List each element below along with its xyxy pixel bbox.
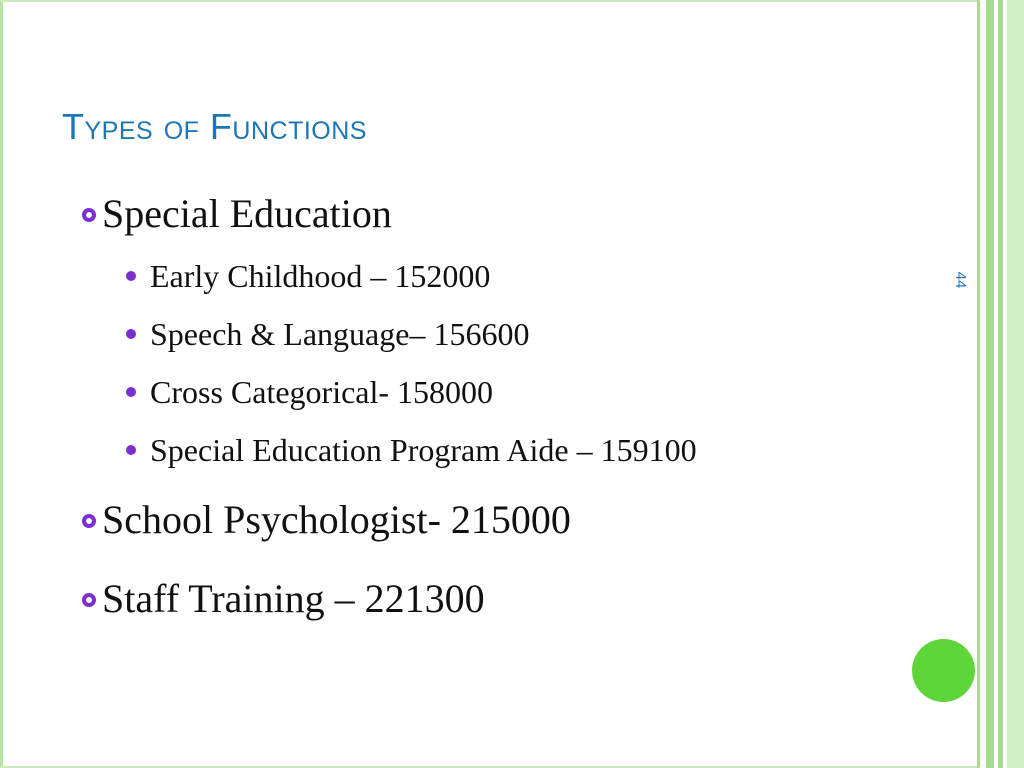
sub-list-item [126, 314, 942, 354]
slide-content [82, 190, 942, 623]
dot-bullet-icon [126, 387, 136, 397]
sub-list [82, 256, 942, 470]
list-item-label: Special Education [102, 191, 392, 236]
sub-list-item [126, 430, 942, 470]
slide-title: Types of Functions [62, 106, 367, 147]
stripe [1007, 0, 1024, 768]
dot-bullet-icon [126, 329, 136, 339]
list-item-school-psychologist [82, 496, 942, 544]
green-circle-decoration [912, 639, 975, 702]
sub-list-item-label: Cross Categorical- 158000 [150, 374, 494, 410]
sub-list-item [126, 372, 942, 412]
sub-list-item-label: Special Education Program Aide – 159100 [150, 432, 697, 468]
page-number: 44 [952, 271, 969, 289]
dot-bullet-icon [126, 271, 136, 281]
list-item-special-education [82, 190, 942, 238]
sub-list-item [126, 256, 942, 296]
right-decorative-stripes [977, 0, 1024, 768]
sub-list-item-label: Speech & Language– 156600 [150, 316, 530, 352]
ring-bullet-icon [82, 593, 96, 607]
sub-list-item-label: Early Childhood – 152000 [150, 258, 491, 294]
top-border [0, 0, 980, 2]
list-item-staff-training [82, 575, 942, 623]
stripe [986, 0, 994, 768]
list-item-label: School Psychologist- 215000 [102, 497, 571, 542]
list-item-label: Staff Training – 221300 [102, 576, 485, 621]
dot-bullet-icon [126, 445, 136, 455]
left-border [0, 0, 3, 768]
ring-bullet-icon [82, 514, 96, 528]
ring-bullet-icon [82, 208, 96, 222]
